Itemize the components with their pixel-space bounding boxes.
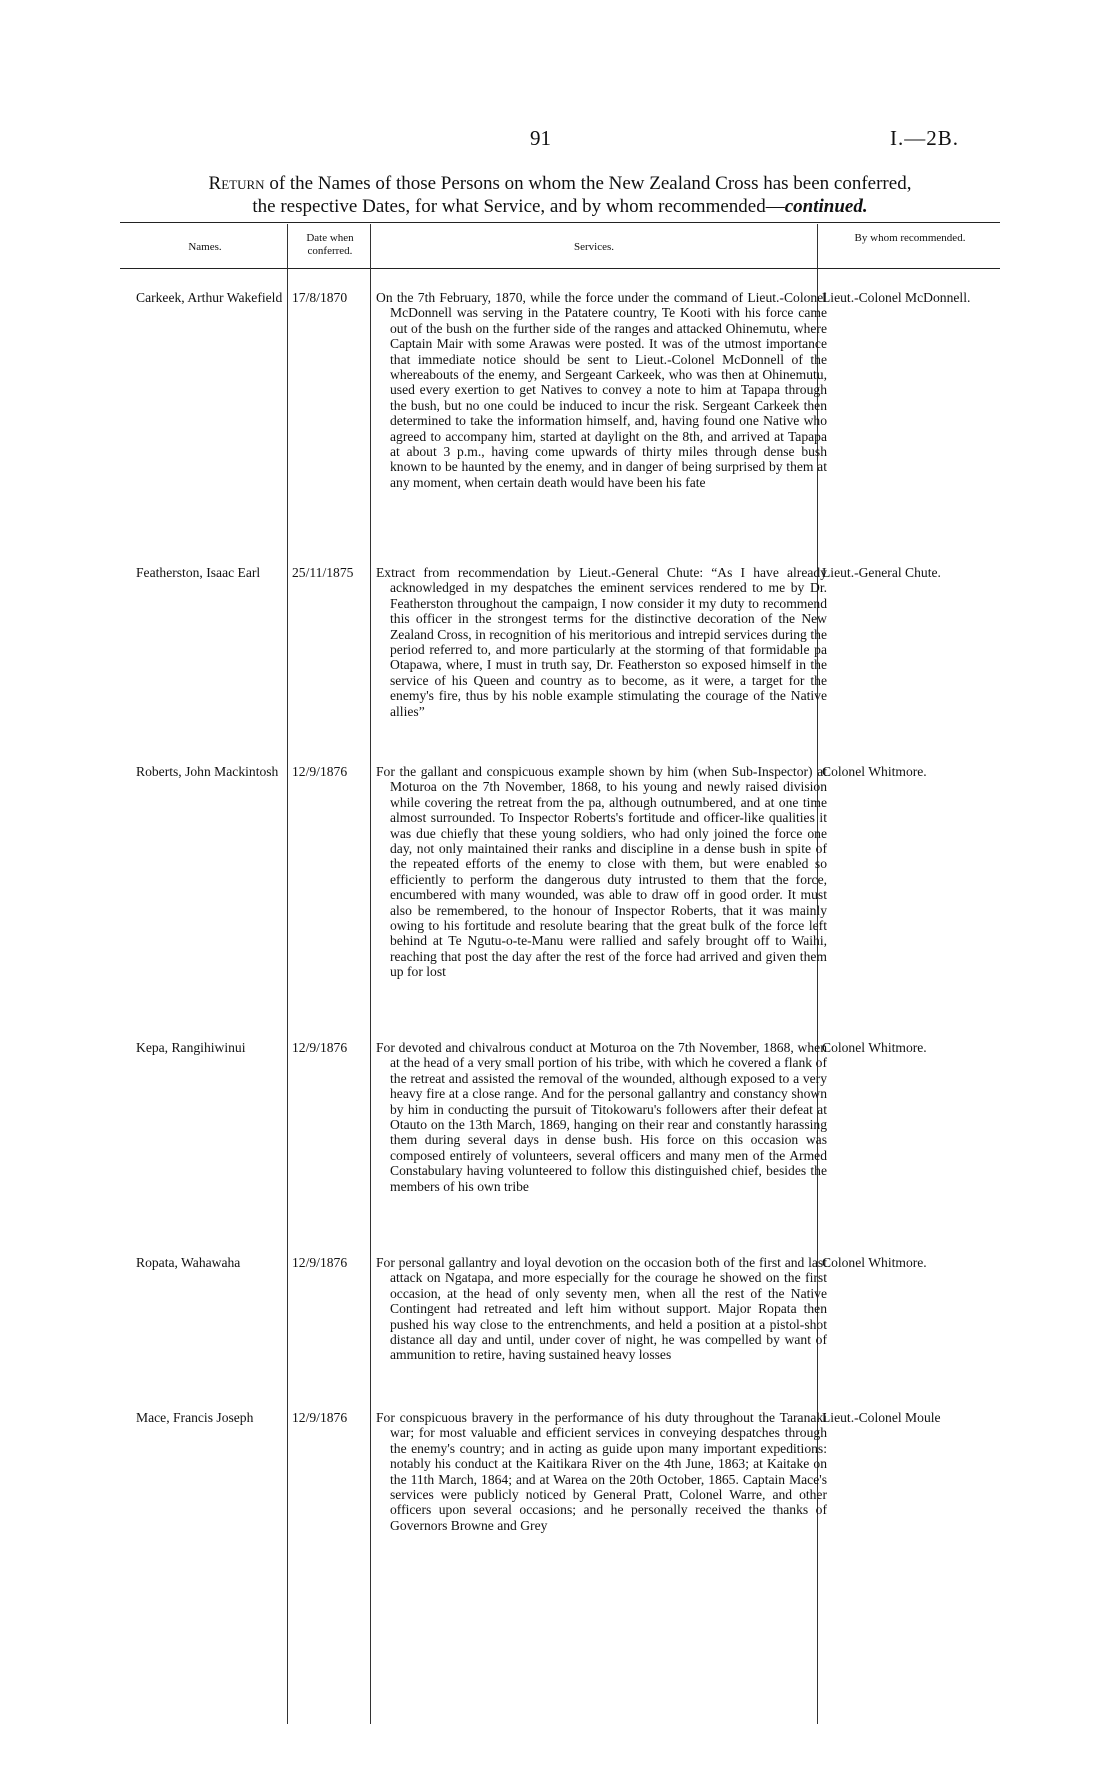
entry-name: Roberts, John Mackintosh <box>136 764 279 779</box>
column-header-recommended: By whom recommended. <box>854 232 966 244</box>
page-number: 91 <box>530 126 551 150</box>
column-header-services: Services. <box>573 241 614 253</box>
page-reference: I.—2B. <box>890 126 959 150</box>
entry-date: 12/9/1876 <box>292 1040 348 1055</box>
entry-date: 12/9/1876 <box>292 764 348 779</box>
entry-service: On the 7th February, 1870, while the force under the command of Lieut.-Colonel McDonnell was serving in the Patatere country, Te Kooti with his force came out of the bush on the further side of the ranges and attacked Ohinemutu, where Captain Mair with some Arawas were posted. It was of the utmost importance that immediate notice should be sent to Lieut.-Colonel McDonnell of the whereabouts of the enemy, and Sergeant Carkeek, who was then at Ohinemutu, used every exertion to get Natives to convey a note to him at Tapapa through the bush, but no one could be induced to incur the risk. Sergeant Carkeek then determined to take the information himself, and, having found one Native who agreed to accompany him, started at daylight on the 8th, and arrived at Tapapa at about 3 p.m., having come upwards of thirty miles through dense bush known to be haunted by the enemy, and in danger of being surprised by them at any moment, when certain death would have been his fate <box>376 290 827 490</box>
entry-name: Kepa, Rangihiwinui <box>136 1040 246 1055</box>
entry-name: Mace, Francis Joseph <box>136 1410 254 1425</box>
heading-line1: of the Names of those Persons on whom the New Zealand Cross has been conferred, <box>269 173 912 194</box>
entry-recommended: Colonel Whitmore. <box>822 1040 927 1055</box>
entry-service: For devoted and chivalrous conduct at Moturoa on the 7th November, 1868, when at the head of a very small portion of his tribe, with which he covered a flank of the retreat and assisted the removal of the wounded, although exposed to a very heavy fire at a close range. And for the personal gallantry and constancy shown by him in conducting the pursuit of Titokowaru's followers after their defeat at Otauto on the 13th March, 1869, hanging on their rear and constantly harassing them during several days in dense bush. His force on this occasion was composed entirely of volunteers, several officers and many men of the Armed Constabulary having volunteered to follow this distinguished chief, besides the members of his own tribe <box>376 1040 827 1194</box>
table-top-rule <box>120 222 1000 223</box>
heading-continued: continued. <box>784 196 868 217</box>
column-header-date: Date when conferred. <box>306 232 354 257</box>
entry-service: For the gallant and conspicuous example shown by him (when Sub-Inspector) at Moturoa on the 7th November, 1868, to his young and newly raised division while covering the retreat from the pa, although outnumbered, and at one time almost surrounded. To Inspector Roberts's fortitude and officer-like qualities it was due chiefly that these young soldiers, who had only joined the force one day, not only maintained their ranks and discipline in a dense bush in spite of the repeated efforts of the enemy to close with them, but were enabled so efficiently to perform the dangerous duty intrusted to them that the force, encumbered with many wounded, was able to draw off in good order. It must also be remembered, to the honour of Inspector Roberts, that it was mainly owing to his fortitude and resolute bearing that the great bulk of the force left behind at Te Ngutu-o-te-Manu were rallied and safely brought off to Waihi, reaching that post the day after the rest of the force had arrived and given them up for lost <box>376 764 827 980</box>
entry-service: For personal gallantry and loyal devotion on the occasion both of the first and last attack on Ngatapa, and more especially for the courage he showed on the first occasion, at the head of only seventy men, when all the rest of the Native Contingent had retreated and left him without support. Major Ropata then pushed his way close to the entrenchments, and held a position at a pistol-shot distance all day and until, under cover of night, he was compelled by want of ammunition to retire, having sustained heavy losses <box>376 1255 827 1363</box>
entry-recommended: Colonel Whitmore. <box>822 1255 927 1270</box>
column-header-names: Names. <box>188 241 222 253</box>
entry-date: 17/8/1870 <box>292 290 348 305</box>
entry-name: Ropata, Wahawaha <box>136 1255 241 1270</box>
entry-service: Extract from recommendation by Lieut.-General Chute: “As I have already acknowledged in my despatches the eminent services rendered to me by Dr. Featherston throughout the campaign, I now consider it my duty to recommend this officer in the strongest terms for the distinctive decoration of the New Zealand Cross, in recognition of his meritorious and intrepid services during the period referred to, and more particularly at the storming of that formidable pa Otapawa, where, I must in truth say, Dr. Featherston so exposed himself in the service of his Queen and country as to become, as it were, a target for the enemy's fire, thus by his noble example stimulating the courage of the Native allies” <box>376 565 827 719</box>
entry-name: Carkeek, Arthur Wakefield <box>136 290 283 305</box>
entry-date: 12/9/1876 <box>292 1410 348 1425</box>
entry-date: 25/11/1875 <box>292 565 354 580</box>
column-divider-2 <box>370 224 371 1724</box>
entry-date: 12/9/1876 <box>292 1255 348 1270</box>
entry-recommended: Lieut.-General Chute. <box>822 565 941 580</box>
entry-recommended: Lieut.-Colonel Moule <box>822 1410 941 1425</box>
document-heading <box>120 172 1000 218</box>
entry-recommended: Lieut.-Colonel McDonnell. <box>822 290 971 305</box>
entry-recommended: Colonel Whitmore. <box>822 764 927 779</box>
table-header-rule <box>120 268 1000 269</box>
entry-name: Featherston, Isaac Earl <box>136 565 261 580</box>
heading-line2: the respective Dates, for what Service, and by whom recommended— <box>252 196 785 217</box>
column-divider-1 <box>287 224 288 1724</box>
heading-first-word: Return <box>208 173 265 194</box>
entry-service: For conspicuous bravery in the performance of his duty throughout the Taranaki war; for most valuable and efficient services in conveying despatches through the enemy's country; and in acting as guide upon many important expeditions: notably his conduct at the Kaitikara River on the 4th June, 1863; at Kaitake on the 11th March, 1864; and at Warea on the 20th October, 1865. Captain Mace's services were publicly noticed by General Pratt, Colonel Warre, and other officers upon several occasions; and he personally received the thanks of Governors Browne and Grey <box>376 1410 827 1533</box>
